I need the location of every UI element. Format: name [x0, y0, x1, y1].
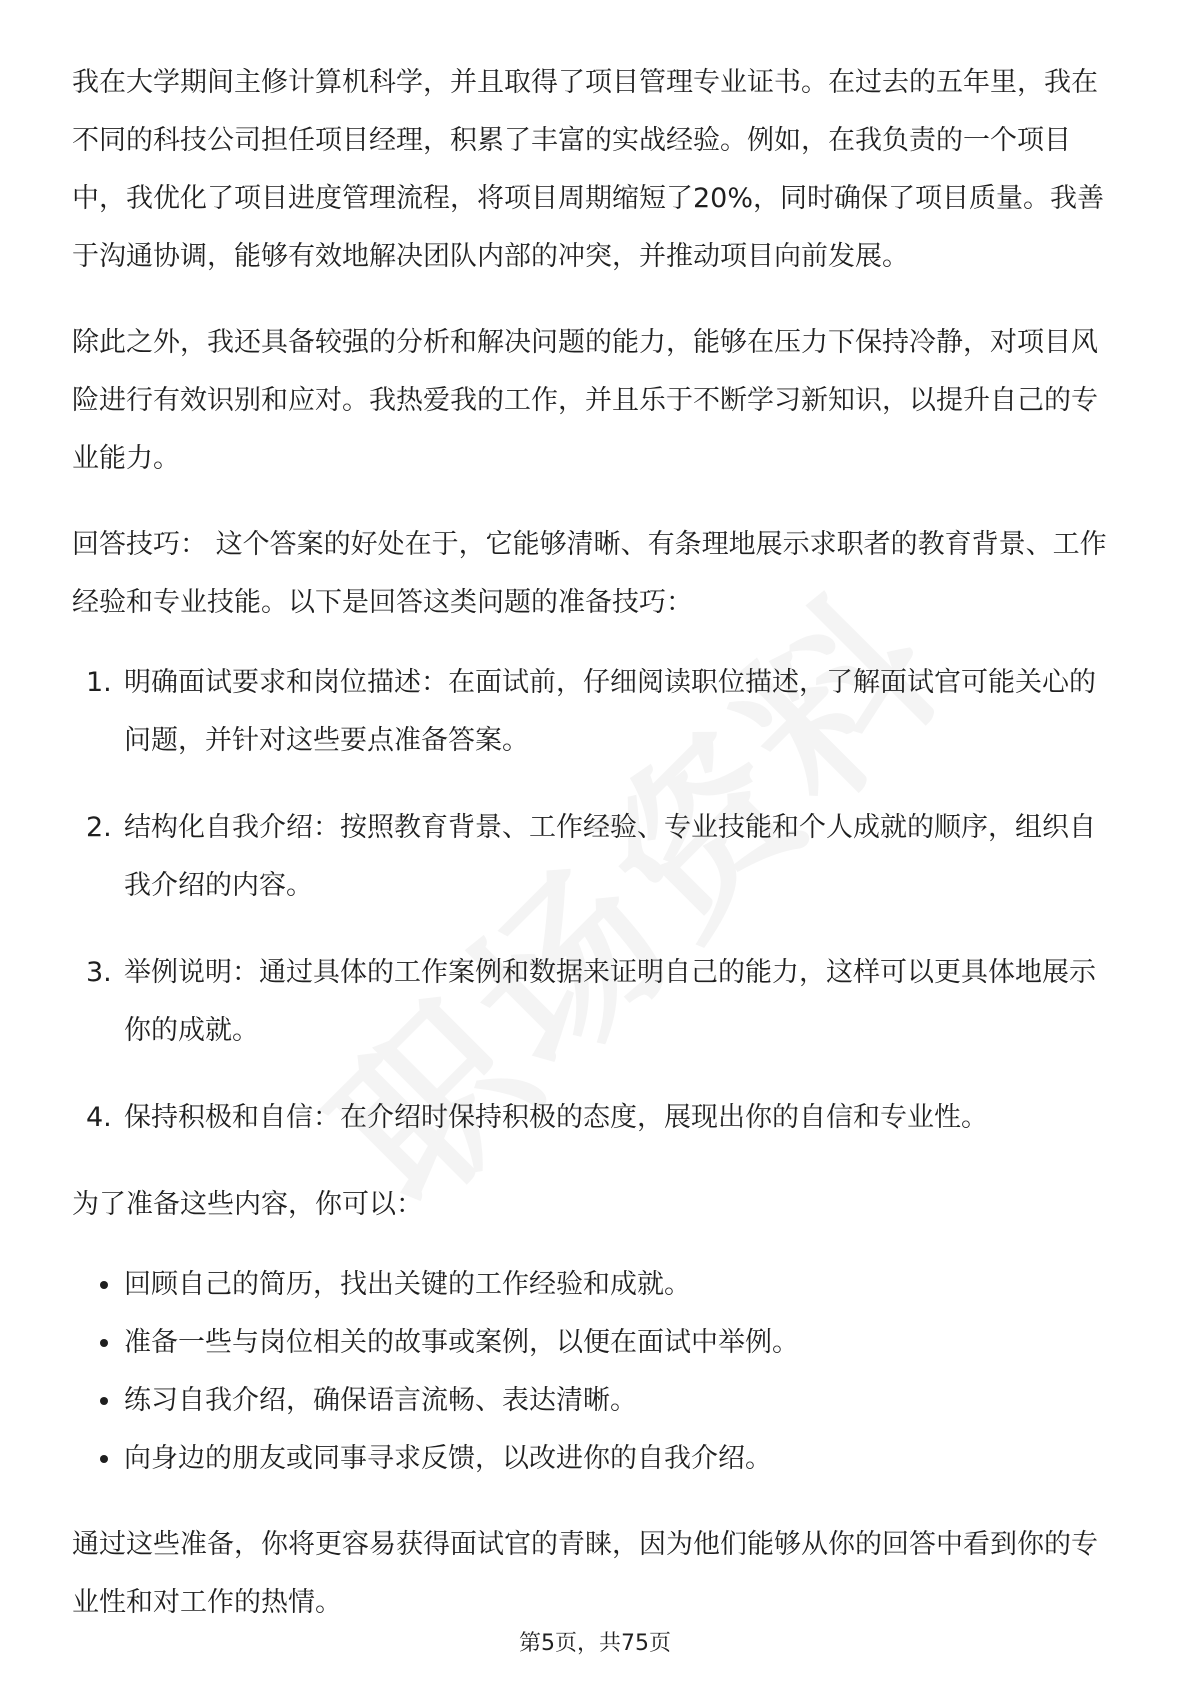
list-item-text: 练习自我介绍，确保语言流畅、表达清晰。	[124, 1385, 637, 1416]
list-item-text: 保持积极和自信：在介绍时保持积极的态度，展现出你的自信和专业性。	[124, 1102, 988, 1133]
list-item	[72, 799, 1122, 915]
list-item	[72, 1089, 1122, 1147]
list-item-text: 向身边的朋友或同事寻求反馈，以改进你的自我介绍。	[124, 1443, 772, 1474]
list-item	[72, 654, 1122, 770]
list-item-text: 准备一些与岗位相关的故事或案例，以便在面试中举例。	[124, 1327, 799, 1358]
paragraph-background: 我在大学期间主修计算机科学，并且取得了项目管理专业证书。在过去的五年里，我在不同的科技公司担任项目经理，积累了丰富的实战经验。例如，在我负责的一个项目中，我优化了项目进度管理流程，将项目周期缩短了20%，同时确保了项目质量。我善于沟通协调，能够有效地解决团队内部的冲突，并推动项目向前发展。	[72, 67, 1105, 272]
bullet-icon	[100, 1281, 108, 1289]
list-item	[72, 1314, 1122, 1372]
list-number: 1.	[86, 667, 112, 698]
document-body	[72, 54, 1122, 1660]
paragraph-prepare-intro: 为了准备这些内容，你可以：	[72, 1189, 423, 1220]
list-item	[72, 1256, 1122, 1314]
bullet-list	[72, 1256, 1122, 1488]
list-item-text: 明确面试要求和岗位描述：在面试前，仔细阅读职位描述，了解面试官可能关心的问题，并针对这些要点准备答案。	[124, 667, 1096, 756]
list-number: 3.	[86, 957, 112, 988]
paragraph-tips-intro: 回答技巧： 这个答案的好处在于，它能够清晰、有条理地展示求职者的教育背景、工作经验和专业技能。以下是回答这类问题的准备技巧：	[72, 529, 1107, 618]
paragraph-conclusion: 通过这些准备，你将更容易获得面试官的青睐，因为他们能够从你的回答中看到你的专业性和对工作的热情。	[72, 1529, 1098, 1618]
list-item-text: 结构化自我介绍：按照教育背景、工作经验、专业技能和个人成就的顺序，组织自我介绍的内容。	[124, 812, 1096, 901]
ordered-list	[72, 654, 1122, 1147]
list-item-text: 回顾自己的简历，找出关键的工作经验和成就。	[124, 1269, 691, 1300]
list-number: 4.	[86, 1102, 112, 1133]
list-number: 2.	[86, 812, 112, 843]
paragraph-abilities: 除此之外，我还具备较强的分析和解决问题的能力，能够在压力下保持冷静，对项目风险进行有效识别和应对。我热爱我的工作，并且乐于不断学习新知识，以提升自己的专业能力。	[72, 327, 1098, 474]
page-number: 第5页，共75页	[519, 1631, 671, 1656]
list-item	[72, 944, 1122, 1060]
bullet-icon	[100, 1339, 108, 1347]
list-item-text: 举例说明：通过具体的工作案例和数据来证明自己的能力，这样可以更具体地展示你的成就。	[124, 957, 1096, 1046]
list-item	[72, 1372, 1122, 1430]
bullet-icon	[100, 1397, 108, 1405]
bullet-icon	[100, 1455, 108, 1463]
list-item	[72, 1430, 1122, 1488]
